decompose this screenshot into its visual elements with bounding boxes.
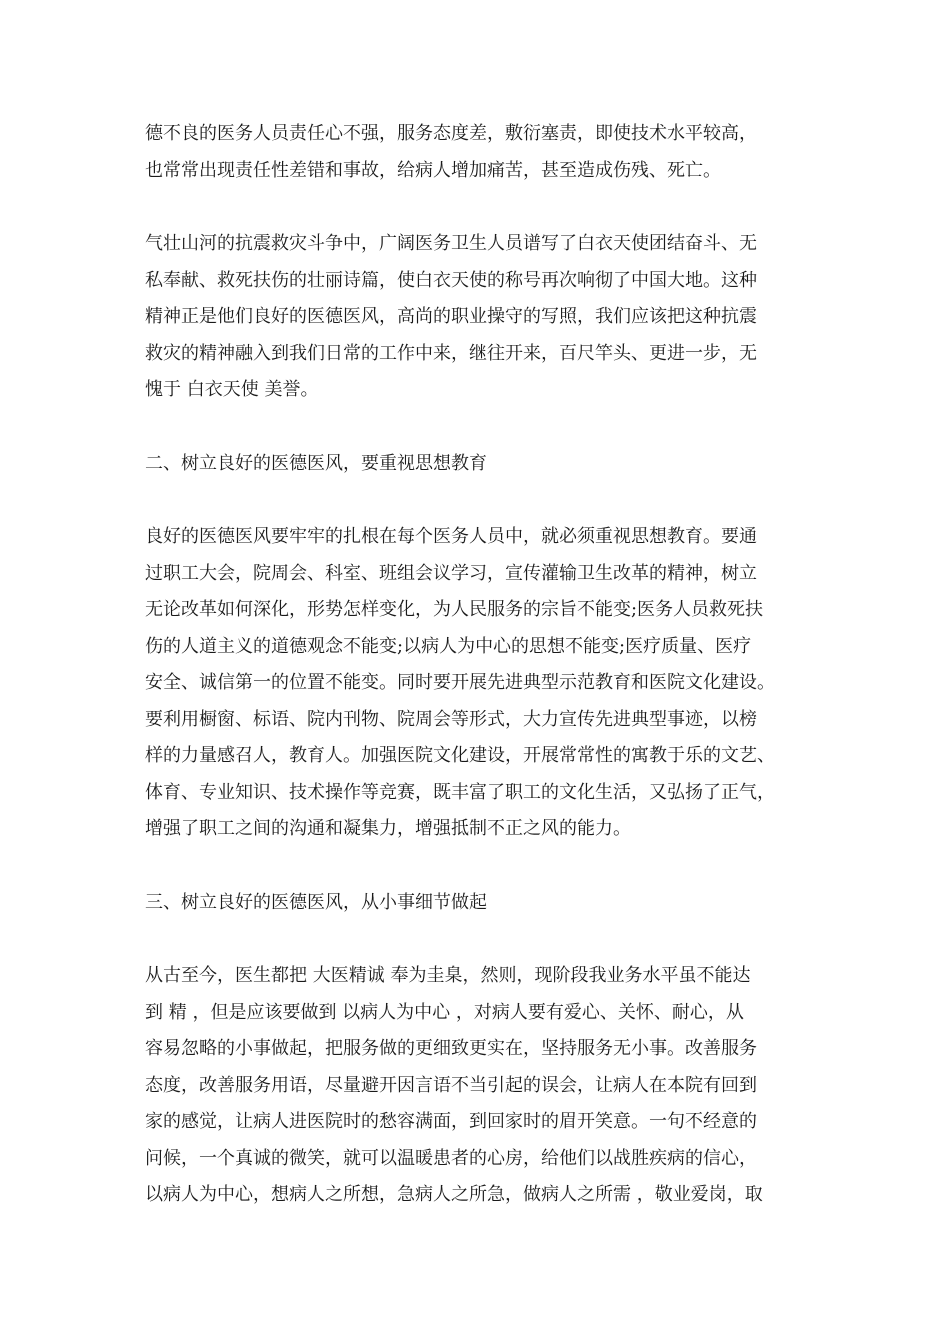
paragraph-3	[145, 519, 812, 848]
text-line: 私奉献、救死扶伤的壮丽诗篇，使白衣天使的称号再次响彻了中国大地。这种	[145, 269, 757, 291]
section-heading-two: 二、树立良好的医德医风，要重视思想教育	[145, 452, 487, 474]
paragraph-gap	[145, 409, 812, 446]
text-line: 从古至今，医生都把 大医精诚 奉为圭臬，然则，现阶段我业务水平虽不能达	[145, 965, 751, 986]
text-line: 伤的人道主义的道德观念不能变;以病人为中心的思想不能变;医疗质量、医疗	[145, 635, 752, 657]
text-line: 以病人为中心，想病人之所想，急病人之所急，做病人之所需 ，敬业爱岗，取	[145, 1184, 763, 1205]
text-line: 态度，改善服务用语，尽量避开因言语不当引起的误会，让病人在本院有回到	[145, 1074, 757, 1096]
text-line: 安全、诚信第一的位置不能变。同时要开展先进典型示范教育和医院文化建设。	[145, 672, 775, 693]
paragraph-1	[145, 116, 812, 189]
text-line: 问候，一个真诚的微笑，就可以温暖患者的心房，给他们以战胜疾病的信心，	[145, 1147, 757, 1169]
paragraph-4	[145, 958, 812, 1214]
text-line: 过职工大会，院周会、科室、班组会议学习，宣传灌输卫生改革的精神，树立	[145, 562, 757, 584]
text-line: 要利用橱窗、标语、院内刊物、院周会等形式，大力宣传先进典型事迹，以榜	[145, 708, 757, 730]
text-line: 精神正是他们良好的医德医风，高尚的职业操守的写照，我们应该把这种抗震	[145, 306, 757, 327]
text-line: 增强了职工之间的沟通和凝集力，增强抵制不正之风的能力。	[145, 818, 631, 839]
section-heading-three: 三、树立良好的医德医风，从小事细节做起	[145, 891, 487, 913]
text-line: 容易忽略的小事做起，把服务做的更细致更实在，坚持服务无小事。改善服务	[145, 1038, 757, 1059]
text-line: 也常常出现责任性差错和事故，给病人增加痛苦，甚至造成伤残、死亡。	[145, 159, 721, 181]
text-line: 家的感觉，让病人进医院时的愁容满面，到回家时的眉开笑意。一句不经意的	[145, 1111, 757, 1132]
paragraph-gap	[145, 482, 812, 519]
paragraph-gap	[145, 189, 812, 226]
paragraph-gap	[145, 921, 812, 958]
text-line: 救灾的精神融入到我们日常的工作中来，继往开来，百尺竿头、更进一步，无	[145, 342, 757, 364]
text-line: 到 精 ，但是应该要做到 以病人为中心 ，对病人要有爱心、关怀、耐心，从	[145, 1001, 744, 1023]
paragraph-gap	[145, 848, 812, 885]
text-line: 体育、专业知识、技术操作等竞赛，既丰富了职工的文化生活，又弘扬了正气，	[145, 781, 775, 803]
text-line: 无论改革如何深化，形势怎样变化，为人民服务的宗旨不能变;医务人员救死扶	[145, 599, 764, 620]
text-line: 气壮山河的抗震救灾斗争中，广阔医务卫生人员谱写了白衣天使团结奋斗、无	[145, 233, 757, 254]
text-line: 德不良的医务人员责任心不强，服务态度差，敷衍塞责，即使技术水平较高，	[145, 123, 757, 144]
text-line: 样的力量感召人，教育人。加强医院文化建设，开展常常性的寓教于乐的文艺、	[145, 745, 775, 766]
text-line: 愧于 白衣天使 美誉。	[145, 379, 319, 400]
paragraph-2	[145, 226, 812, 409]
text-line: 良好的医德医风要牢牢的扎根在每个医务人员中，就必须重视思想教育。要通	[145, 526, 757, 547]
